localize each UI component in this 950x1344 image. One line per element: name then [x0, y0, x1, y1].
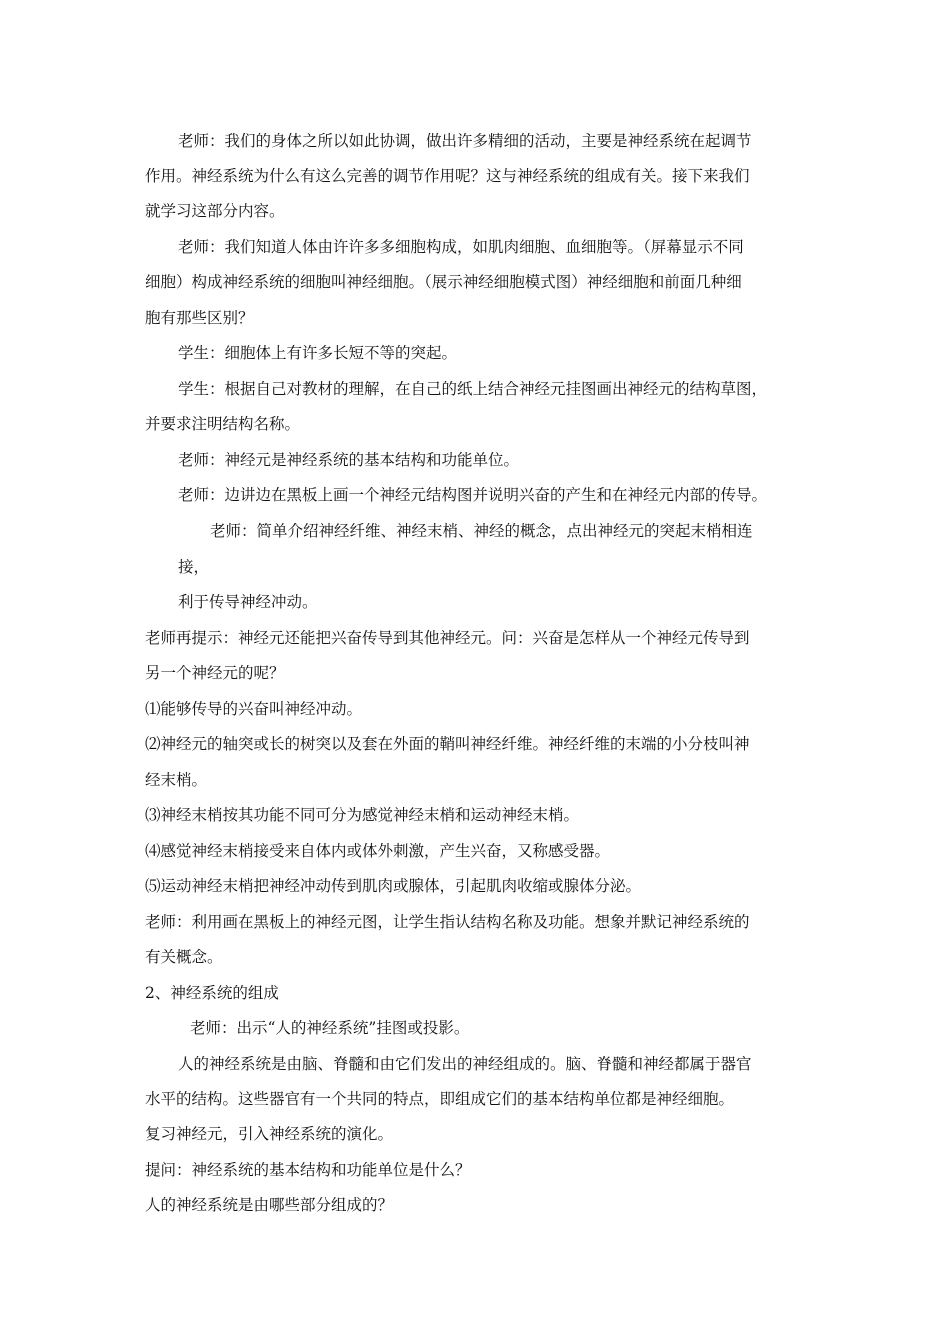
text-line: 并要求注明结构名称。 [145, 415, 301, 433]
text-line: 学生：细胞体上有许多长短不等的突起。 [178, 344, 458, 362]
text-line: 老师：简单介绍神经纤维、神经末梢、神经的概念，点出神经元的突起末梢相连 [210, 522, 753, 540]
text-line: ⑴能够传导的兴奋叫神经冲动。 [145, 700, 363, 718]
text-line: 水平的结构。这些器官有一个共同的特点，即组成它们的基本结构单位都是神经细胞。 [145, 1090, 735, 1108]
text-line: 人的神经系统是由哪些部分组成的？ [145, 1196, 394, 1214]
text-line: 学生：根据自己对教材的理解，在自己的纸上结合神经元挂图画出神经元的结构草图， [178, 380, 768, 398]
text-line: 老师：神经元是神经系统的基本结构和功能单位。 [178, 451, 520, 469]
text-line: ⑸运动神经末梢把神经冲动传到肌肉或腺体，引起肌肉收缩或腺体分泌。 [145, 877, 642, 895]
text-line: 利于传导神经冲动。 [178, 593, 318, 611]
text-line: 老师：边讲边在黑板上画一个神经元结构图并说明兴奋的产生和在神经元内部的传导。 [178, 486, 768, 504]
text-line: 经末梢。 [145, 771, 208, 789]
text-line: 接， [178, 558, 210, 576]
text-line: 人的神经系统是由脑、脊髓和由它们发出的神经组成的。脑、脊髓和神经都属于器官 [178, 1055, 752, 1073]
text-line: 有关概念。 [145, 948, 223, 966]
text-line: 老师：利用画在黑板上的神经元图，让学生指认结构名称及功能。想象并默记神经系统的 [145, 913, 750, 931]
text-line: 老师再提示：神经元还能把兴奋传导到其他神经元。问：兴奋是怎样从一个神经元传导到 [145, 629, 750, 647]
text-line: 就学习这部分内容。 [145, 202, 285, 220]
text-line: ⑶神经末梢按其功能不同可分为感觉神经末梢和运动神经末梢。 [145, 806, 580, 824]
text-line: 老师：出示“人的神经系统”挂图或投影。 [190, 1019, 470, 1037]
text-line: 复习神经元，引入神经系统的演化。 [145, 1125, 394, 1143]
text-line: 细胞）构成神经系统的细胞叫神经细胞。（展示神经细胞模式图）神经细胞和前面几种细 [145, 273, 742, 291]
text-line: ⑷感觉神经末梢接受来自体内或体外刺激，产生兴奋，又称感受器。 [145, 842, 611, 860]
text-line: 老师：我们的身体之所以如此协调，做出许多精细的活动，主要是神经系统在起调节 [178, 132, 752, 150]
text-line: 提问：神经系统的基本结构和功能单位是什么？ [145, 1161, 471, 1179]
text-line: 老师：我们知道人体由许许多多细胞构成，如肌肉细胞、血细胞等。（屏幕显示不同 [178, 238, 744, 256]
section-heading: 2、神经系统的组成 [145, 984, 279, 1002]
text-line: 作用。神经系统为什么有这么完善的调节作用呢？这与神经系统的组成有关。接下来我们 [145, 167, 750, 185]
text-line: 胞有那些区别？ [145, 309, 254, 327]
text-line: 另一个神经元的呢？ [145, 664, 285, 682]
text-line: ⑵神经元的轴突或长的树突以及套在外面的鞘叫神经纤维。神经纤维的末端的小分枝叫神 [145, 735, 750, 753]
